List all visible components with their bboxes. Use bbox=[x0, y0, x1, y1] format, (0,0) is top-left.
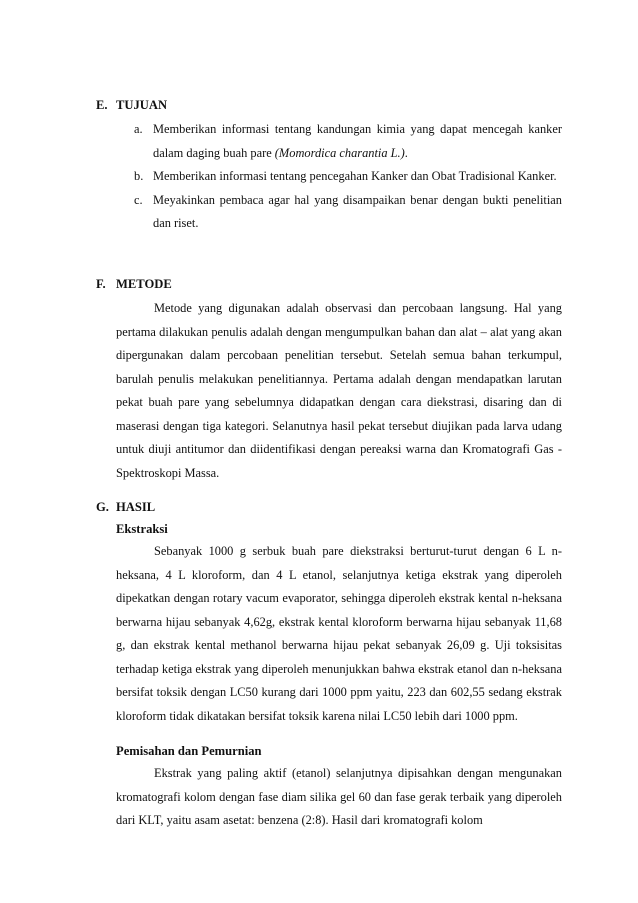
list-item-text: Meyakinkan pembaca agar hal yang disampaikan benar dengan bukti penelitian dan riset. bbox=[153, 192, 562, 230]
subheading-pemisahan: Pemisahan dan Pemurnian bbox=[116, 744, 262, 758]
list-marker: c. bbox=[134, 192, 143, 207]
section-title: METODE bbox=[116, 277, 172, 291]
tujuan-list bbox=[134, 118, 562, 236]
section-letter: F. bbox=[96, 277, 106, 291]
pemisahan-paragraph: Ekstrak yang paling aktif (etanol) selanjutnya dipisahkan dengan mengunakan kromatografi kolom dengan fase diam silika gel 60 dan fase gerak terbaik yang diperoleh dari KLT, yaitu asam asetat: benzena (2:8). Hasil dari kromatografi kolom bbox=[116, 766, 562, 827]
section-title: HASIL bbox=[116, 500, 156, 514]
ekstraksi-paragraph: Sebanyak 1000 g serbuk buah pare diekstraksi berturut-turut dengan 6 L n-heksana, 4 L kloroform, dan 4 L etanol, selanjutnya ketiga ekstrak yang diperoleh dipekatkan dengan rotary vacum evaporator, sehingga diperoleh ekstrak kental n-heksana berwarna hijau sebanyak 4,62g, ekstrak kental kloroform berwarna hijau sebanyak 11,68 g, dan ekstrak kental methanol berwarna hijau pekat sebanyak 26,09 g. Uji toksisitas terhadap ketiga ekstrak yang diperoleh menunjukkan bahwa ekstrak etanol dan n-heksana bersifat toksik dengan LC50 kurang dari 1000 ppm yaitu, 223 dan 602,55 sedang ekstrak kloroform tidak dikatakan bersifat toksik karena nilai LC50 lebih dari 1000 ppm. bbox=[116, 544, 562, 723]
list-item-text-end: . bbox=[404, 145, 408, 160]
list-marker: b. bbox=[134, 169, 144, 183]
list-marker: a. bbox=[134, 122, 143, 136]
section-title: TUJUAN bbox=[116, 98, 168, 112]
list-item-text: Memberikan informasi tentang kandungan kimia yang dapat mencegah kanker dalam daging buah pare bbox=[153, 122, 562, 160]
list-item bbox=[134, 189, 562, 236]
section-heading-hasil bbox=[96, 499, 155, 515]
section-letter: E. bbox=[96, 98, 108, 112]
subheading-ekstraksi: Ekstraksi bbox=[116, 522, 168, 536]
list-item bbox=[134, 118, 562, 165]
metode-paragraph: Metode yang digunakan adalah observasi dan percobaan langsung. Hal yang pertama dilakukan penulis adalah dengan mengumpulkan bahan dan alat – alat yang akan dipergunakan dalam percobaan penelitian tersebut. Setelah semua bahan terkumpul, barulah penulis melakukan penelitiannya. Pertama adalah dengan mendapatkan larutan pekat buah pare yang sebelumnya didapatkan dengan cara diekstrasi, disaring dan di maserasi dengan tiga kategori. Selanutnya hasil pekat tersebut diujikan pada larva udang untuk diuji antitumor dan diidentifikasi dengan pereaksi warna dan Kromatografi Gas - Spektroskopi Massa. bbox=[116, 301, 562, 480]
section-heading-metode bbox=[96, 276, 172, 292]
scientific-name: (Momordica charantia L.) bbox=[274, 145, 405, 160]
list-item bbox=[134, 165, 562, 189]
section-letter: G. bbox=[96, 500, 109, 514]
section-heading-tujuan bbox=[96, 97, 167, 113]
list-item-text: Memberikan informasi tentang pencegahan Kanker dan Obat Tradisional Kanker. bbox=[153, 169, 557, 183]
